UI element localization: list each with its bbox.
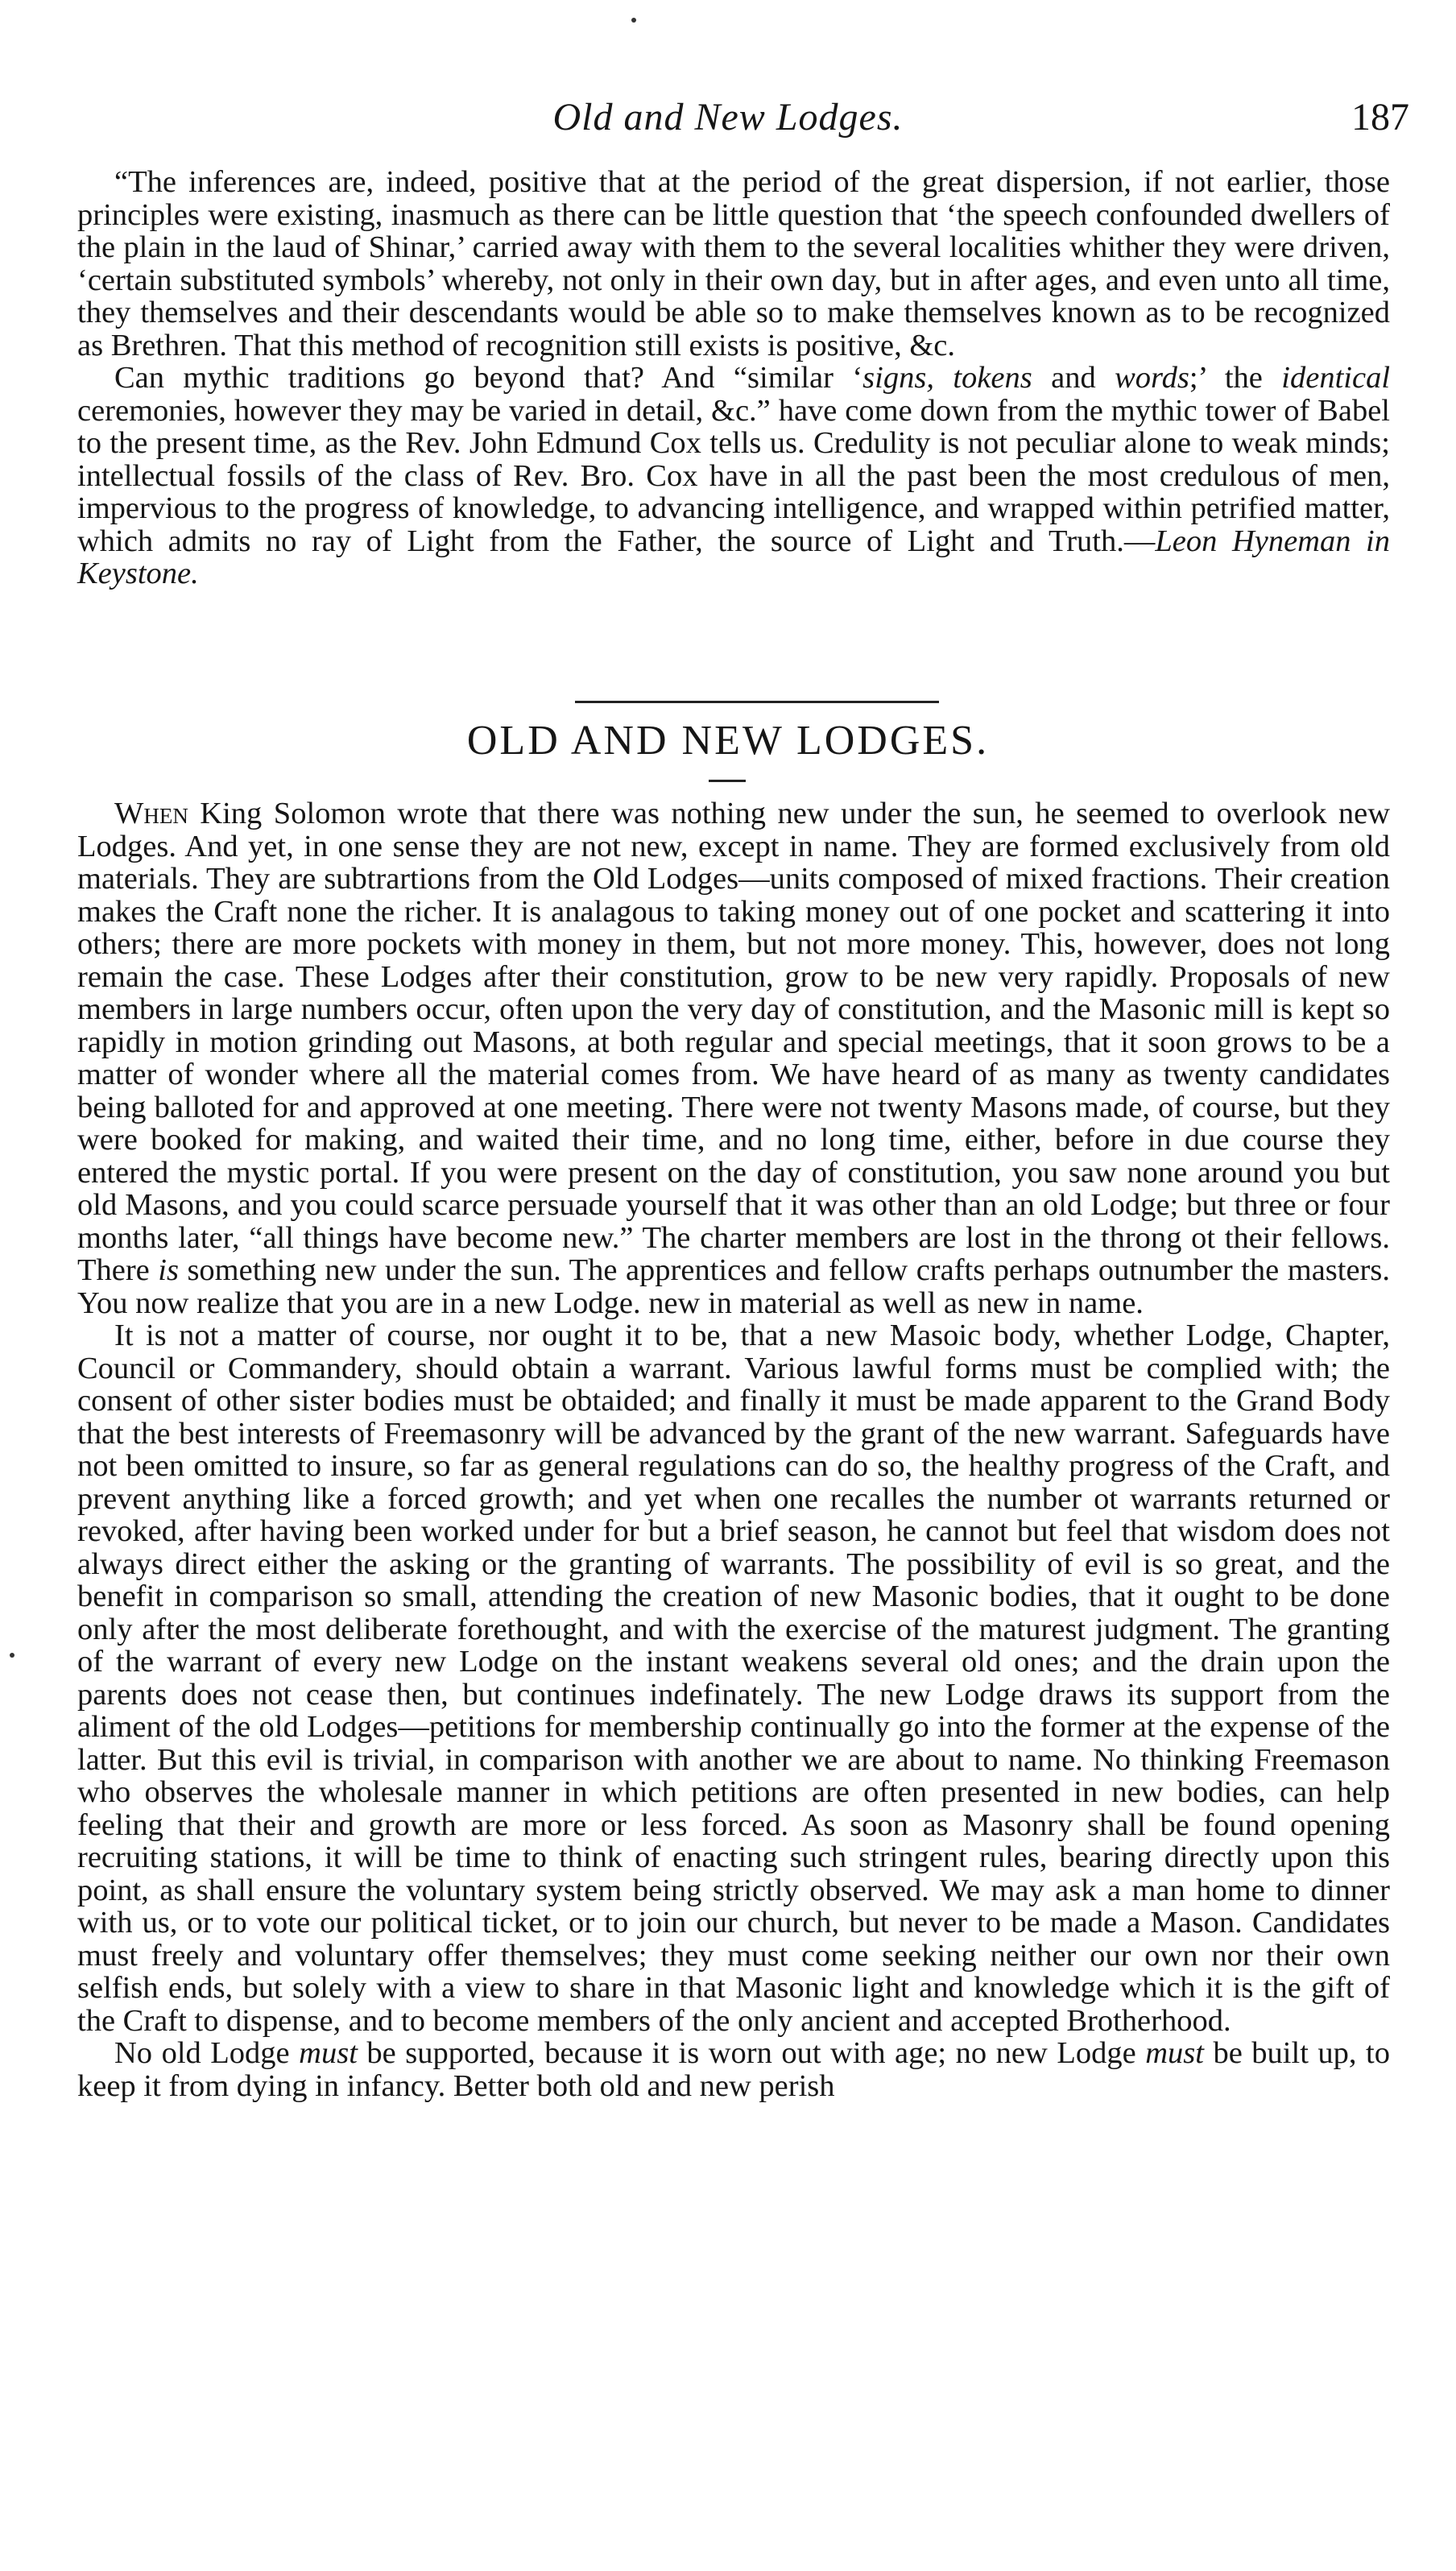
emphasis: must xyxy=(299,2036,358,2070)
emphasis: signs, tokens xyxy=(862,361,1032,395)
emphasis: must xyxy=(1145,2036,1204,2070)
article-paragraph: When King Solomon wrote that there was nothing new under the sun, he seemed to overlook new Lodges. And yet, in one sense they are not new, except in name. They are formed exclusively from old materials. They are subtrartions from the Old Lodges—units composed of mixed fractions. Their creation makes the Craft none the richer. It is analagous to taking money out of one pocket and scattering it into others; there are more pockets with money in them, but not more money. This, however, does not long remain the case. These Lodges after their constitution, grow to be new very rapidly. Proposals of new members in large numbers occur, often upon the very day of constitution, and the Masonic mill is kept so rapidly in motion grinding out Masons, at both regular and special meetings, that it soon grows to be a matter of wonder where all the material comes from. We have heard of as many as twenty candidates being balloted for and approved at one meeting. There were not twenty Masons made, of course, but they were booked for making, and waited their time, and no long time, either, before in due course they entered the mystic portal. If you were present on the day of constitution, you saw none around you but old Masons, and you could scarce persuade yourself that it was other than an old Lodge; but three or four months later, “all things have become new.” The charter members are lost in the throng ot their fellows. There is something new under the sun. The apprentices and fellow crafts perhaps outnumber the masters. You now realize that you are in a new Lodge. new in material as well as new in name. xyxy=(77,797,1390,1320)
ink-speck xyxy=(10,1653,14,1658)
article-paragraph: No old Lodge must be supported, because it is worn out with age; no new Lodge must be built up, to keep it from dying in infancy. Better both old and new perish xyxy=(77,2036,1390,2103)
emphasis: words xyxy=(1115,361,1189,395)
article-body xyxy=(77,797,1390,2102)
article-paragraph: It is not a matter of course, nor ought it to be, that a new Masoic body, whether Lodge, Chapter, Council or Commandery, should obtain a warrant. Various lawful forms must be complied with; the consent of other sister bodies must be obtaided; and finally it must be made apparent to the Grand Body that the best interests of Freemasonry will be advanced by the grant of the new warrant. Safeguards have not been omitted to insure, so far as general regulations can do so, the healthy progress of the Craft, and prevent anything like a forced growth; and yet when one recalles the number ot warrants returned or revoked, after having been worked under for but a brief season, he cannot but feel that wisdom does not always direct either the asking or the granting of warrants. The possibility of evil is so great, and the benefit in comparison so small, attending the creation of new Masonic bodies, that it ought to be done only after the most deliberate forethought, and with the exercise of the maturest judgment. The granting of the warrant of every new Lodge on the instant weakens several old ones; and the drain upon the parents does not cease then, but continues indefinately. The new Lodge draws its support from the aliment of the old Lodges—petitions for membership continually go into the former at the expense of the latter. But this evil is trivial, in comparison with another we are about to name. No thinking Freemason who observes the wholesale manner in which petitions are often presented in new bodies, can help feeling that their and growth are more or less forced. As soon as Masonry shall be found opening recruiting stations, it will be time to think of enacting such stringent rules, bearing directly upon this point, as shall ensure the voluntary system being strictly observed. We may ask a man home to dinner with us, or to vote our political ticket, or to join our church, but never to be made a Mason. Candidates must freely and voluntary offer themselves; they must come seeking neither our own nor their own selfish ends, but solely with a view to share in that Masonic light and knowledge which it is the gift of the Craft to dispense, and to become members of the only ancient and accepted Brotherhood. xyxy=(77,1319,1390,2038)
emphasis: is xyxy=(158,1253,179,1287)
running-title: Old and New Lodges. xyxy=(552,96,904,139)
opening-word: When xyxy=(114,797,188,830)
ink-speck xyxy=(631,18,636,23)
emphasis: identical xyxy=(1281,361,1391,395)
quote-paragraph: “The inferences are, indeed, positive that at the period of the great dispersion, if not earlier, those principles were existing, inasmuch as there can be little question that ‘the speech confounded dwellers of the plain in the laud of Shinar,’ carried away with them to the several localities whither they were driven, ‘certain substituted symbols’ whereby, not only in their own day, but in after ages, and even unto all time, they themselves and their descendants would be able so to make themselves known as to be recognized as Brethren. That this method of recognition still exists is positive, &c. xyxy=(77,165,1390,362)
title-underline xyxy=(709,780,746,782)
attribution: Leon Hyneman in Keystone. xyxy=(77,524,1390,590)
quoted-passage xyxy=(77,166,1390,590)
section-divider xyxy=(575,701,939,703)
commentary-paragraph: Can mythic traditions go beyond that? And “similar ‘signs, tokens and words;’ the identical ceremonies, however they may be varied in detail, &c.” have come down from the mythic tower of Babel to the present time, as the Rev. John Edmund Cox tells us. Credulity is not peculiar alone to weak minds; intellectual fossils of the class of Rev. Bro. Cox have in all the past been the most credulous of men, impervious to the progress of knowledge, to advancing intelligence, and wrapped within petrified matter, which admits no ray of Light from the Father, the source of Light and Truth.—Leon Hyneman in Keystone. xyxy=(77,361,1391,590)
article-title: OLD AND NEW LODGES. xyxy=(466,718,990,764)
running-header xyxy=(0,95,1456,151)
page-number: 187 xyxy=(1351,96,1409,139)
